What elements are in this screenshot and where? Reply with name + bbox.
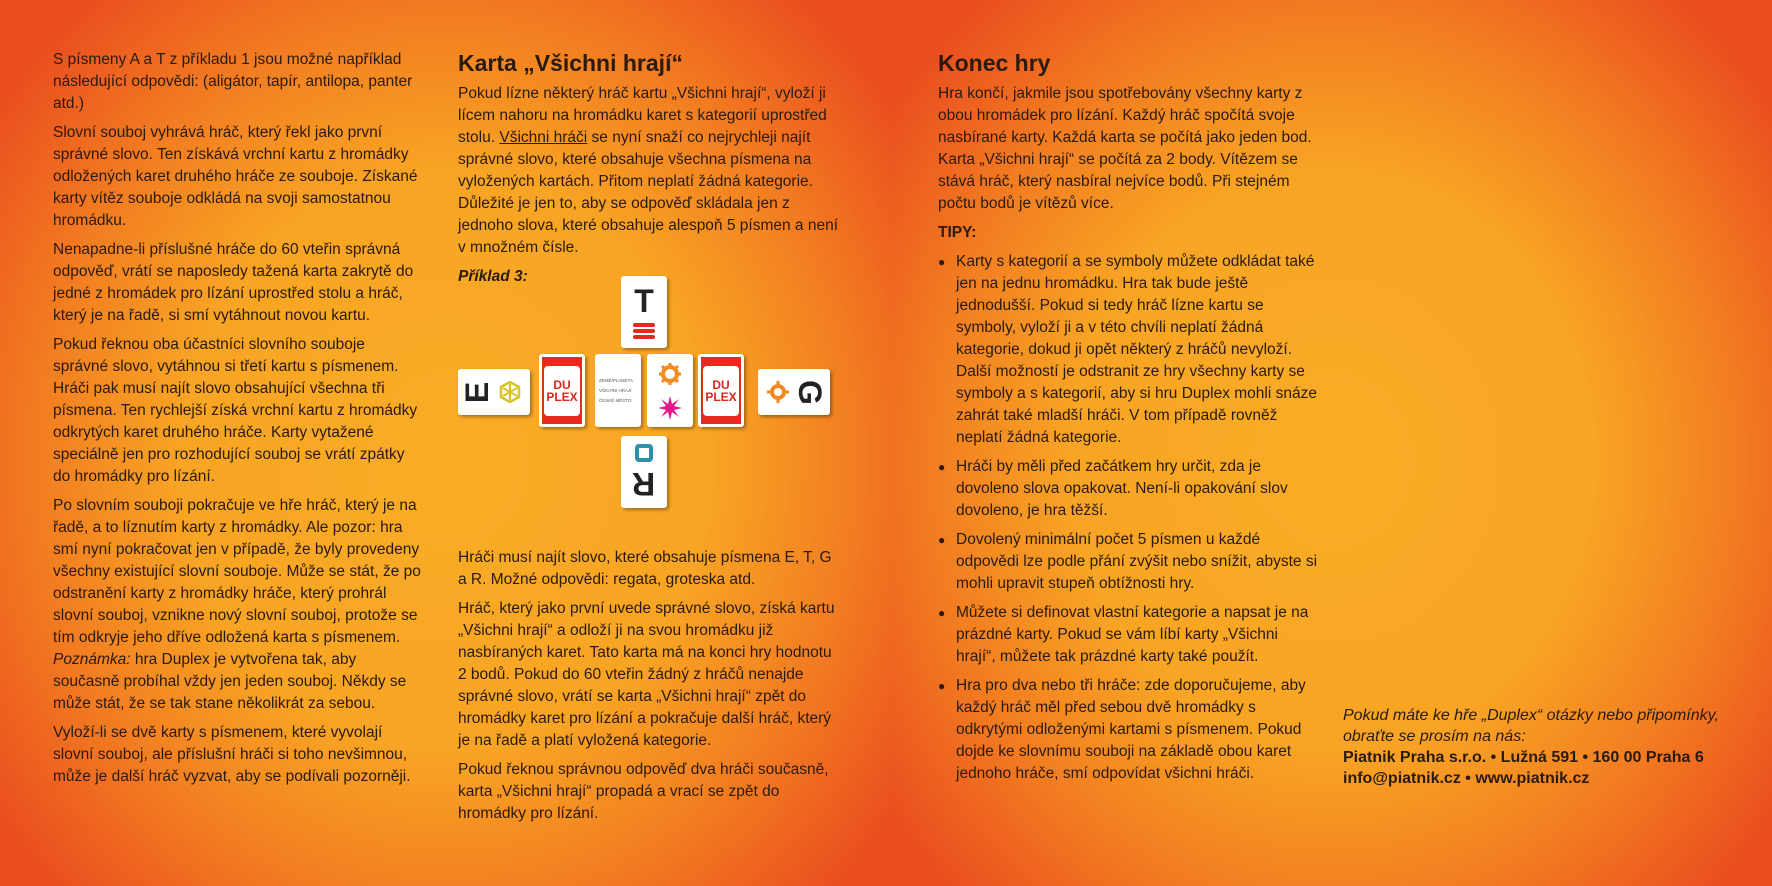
category-item: VŠICHNI HRAJÍ	[599, 387, 632, 393]
paragraph-text: se nyní snaží co nejrychleji najít správné slovo, které obsahuje všechna písmena na vyložených kartách. Přitom neplatí žádná kategorie. Důležité je jen to, aby se odpověď skládala jen z jednoho slova, které obsahuje alespoň 5 písmen a není v množném čísle.	[458, 129, 839, 256]
starburst-icon	[658, 396, 682, 420]
paragraph: Vyloží-li se dvě karty s písmenem, které vyvolají slovní souboj, ale příslušní hráči si toho nevšimnou, může je další hráč vyzvat, aby se podívali pozorněji.	[53, 724, 411, 785]
contact-web: info@piatnik.cz • www.piatnik.cz	[1343, 770, 1590, 787]
paragraph	[458, 83, 838, 259]
paragraph: S písmeny A a T z příkladu 1 jsou možné například následující odpovědi: (aligátor, tapír, antilopa, panter atd.)	[53, 51, 413, 112]
category-item: ZEMĚ/PLANETA	[599, 377, 633, 383]
paragraph: Hráči musí najít slovo, které obsahuje písmena E, T, G a R. Možné odpovědi: regata, groteska atd.	[458, 549, 832, 588]
tips-label: TIPY:	[938, 224, 977, 241]
paragraph: Slovní souboj vyhrává hráč, který řekl jako první správné slovo. Ten získává vrchní kartu z hromádky odložených karet druhého hráče ze souboje. Získané karty vítěz souboje odkládá na svoji samostatnou hromádku.	[53, 124, 418, 229]
tip-item: ● Můžete si definovat vlastní kategorie a napsat je na prázdné karty. Pokud se vám líbí karty „Všichni hrají“, můžete tak prázdné karty také použít.	[938, 602, 1318, 668]
rules-column-3	[938, 49, 1318, 792]
letter: E	[459, 381, 496, 403]
letter-card-top	[621, 276, 667, 348]
contact-block	[1343, 705, 1743, 789]
three-bars-icon	[633, 323, 655, 339]
underlined-text: Všichni hráči	[499, 129, 588, 146]
rules-column-1	[53, 49, 423, 795]
paragraph: Pokud řeknou správnou odpověď dva hráči současně, karta „Všichni hrají“ propadá a vrací se zpět do hromádky pro lízání.	[458, 761, 829, 822]
duplex-card-back	[698, 354, 744, 427]
note-paragraph	[53, 649, 423, 715]
tip-item: ● Hra pro dva nebo tři hráče: zde doporučujeme, aby každý hráč měl před sebou dvě hromádky s odkrytými odloženými kartami s písmenem. Pokud dojde ke slovnímu souboji na základě obou karet jednoho hráče, smí odpovídat všichni hráči.	[938, 675, 1318, 785]
letter-card-bottom	[621, 436, 667, 508]
letter-card-left	[458, 369, 530, 415]
letter: T	[634, 283, 654, 319]
section-heading: Konec hry	[938, 50, 1051, 76]
paragraph-text: Pokud lízne některý hráč kartu „Všichni hrají“, vyloží ji lícem nahoru na hromádku karet s kategorií uprostřed stolu.	[458, 85, 827, 146]
section-heading: Karta „Všichni hrají“	[458, 50, 683, 76]
tip-item: ● Dovolený minimální počet 5 písmen u každé odpovědi lze podle přání zvýšit nebo snížit, abyste si mohli upravit stupeň obtížnosti hry.	[938, 529, 1318, 595]
note-text: hra Duplex je vytvořena tak, aby současně probíhal vždy jen jeden souboj. Někdy se může stát, že se tak stane několikrát za sebou.	[53, 651, 407, 712]
letter-card-right	[758, 369, 830, 415]
paragraph: Hráč, který jako první uvede správné slovo, získá kartu „Všichni hrají“ a odloží ji na svou hromádku již nasbíraných karet. Tato karta má na konci hry hodnotu 2 bodů. Pokud do 60 vteřin žádný z hráčů nenajde správné slovo, vrátí se karta „Všichni hrají“ zpět do hromádky karet pro lízání a pokračuje další hráč, který je na řadě a platí vyložená kategorie.	[458, 600, 835, 749]
example-label: Příklad 3:	[458, 268, 528, 285]
contact-address: Piatnik Praha s.r.o. • Lužná 591 • 160 00 Praha 6	[1343, 749, 1704, 766]
square-icon	[635, 444, 653, 462]
paragraph: Pokud řeknou oba účastníci slovního souboje správné slovo, vytáhnou si třetí kartu s písmenem. Hráči pak musí najít slovo obsahující všechna tři písmena. Ten rychlejší získá vrchní kartu z hromádky odkrytých karet druhého hráče. Karty vytažené speciálně jen pro rozhodující souboj se vrátí zpátky do hromádky pro lízání.	[53, 336, 418, 485]
duplex-logo: DU PLEX	[703, 366, 739, 416]
category-card	[595, 354, 641, 427]
example-card-diagram	[458, 276, 838, 508]
gear-icon	[658, 362, 682, 386]
paragraph	[53, 495, 423, 649]
paragraph: Nenapadne-li příslušné hráče do 60 vteřin správná odpověď, vrátí se naposledy tažená karta zakrytě do jedné z hromádek pro lízání uprostřed stolu a hráč, který je na řadě, si smí vytáhnout novou kartu.	[53, 241, 414, 324]
paragraph: Hra končí, jakmile jsou spotřebovány všechny karty z obou hromádek pro lízání. Každý hráč spočítá svoje nasbírané karty. Každá karta se počítá jako jeden bod. Karta „Všichni hrají“ se počítá za 2 body. Vítězem se stává hráč, který nasbíral nejvíce bodů. Při stejném počtu bodů je vítězů více.	[938, 85, 1312, 212]
symbol-card	[647, 354, 693, 427]
duplex-card-back	[539, 354, 585, 427]
tip-item: ● Karty s kategorií a se symboly můžete odkládat také jen na jednu hromádku. Hra tak bude ještě jednodušší. Pokud si tedy hráč lízne kartu se symboly, vyloží ji a v této chvíli neplatí žádná kategorie, dokud ji opět některý z hráčů nevyloží. Další možností je odstranit ze hry všechny karty se symboly a s kategorií, aby si hru Duplex mohli snáze zahrát také mladší hráči. V tom případě rovněž neplatí žádná kategorie.	[938, 251, 1318, 449]
gear-icon	[767, 381, 789, 403]
snowflake-icon	[499, 381, 521, 403]
duplex-logo: DU PLEX	[544, 366, 580, 416]
letter: R	[632, 466, 656, 502]
tips-list	[938, 251, 1318, 785]
category-item: ČESKÉ MĚSTO	[599, 397, 632, 403]
paragraph-text: Po slovním souboji pokračuje ve hře hráč, který je na řadě, a to líznutím karty z hromádky. Ale pozor: hra smí nyní pokračovat jen v případě, že byly provedeny všechny existující slovní souboje. Může se stát, že po odstranění karty z hromádky hráče, který prohrál slovní souboj, vznikne nový slovní souboj, protože se tím odkryje jeho dříve odložená karta s písmenem.	[53, 497, 421, 646]
tip-item: ● Hráči by měli před začátkem hry určit, zda je dovoleno slova opakovat. Není-li opakování slov dovoleno, je hra těžší.	[938, 456, 1318, 522]
contact-intro: Pokud máte ke hře „Duplex“ otázky nebo připomínky, obraťte se prosím na nás:	[1343, 707, 1719, 745]
letter: G	[791, 379, 828, 405]
note-label: Poznámka:	[53, 651, 131, 668]
